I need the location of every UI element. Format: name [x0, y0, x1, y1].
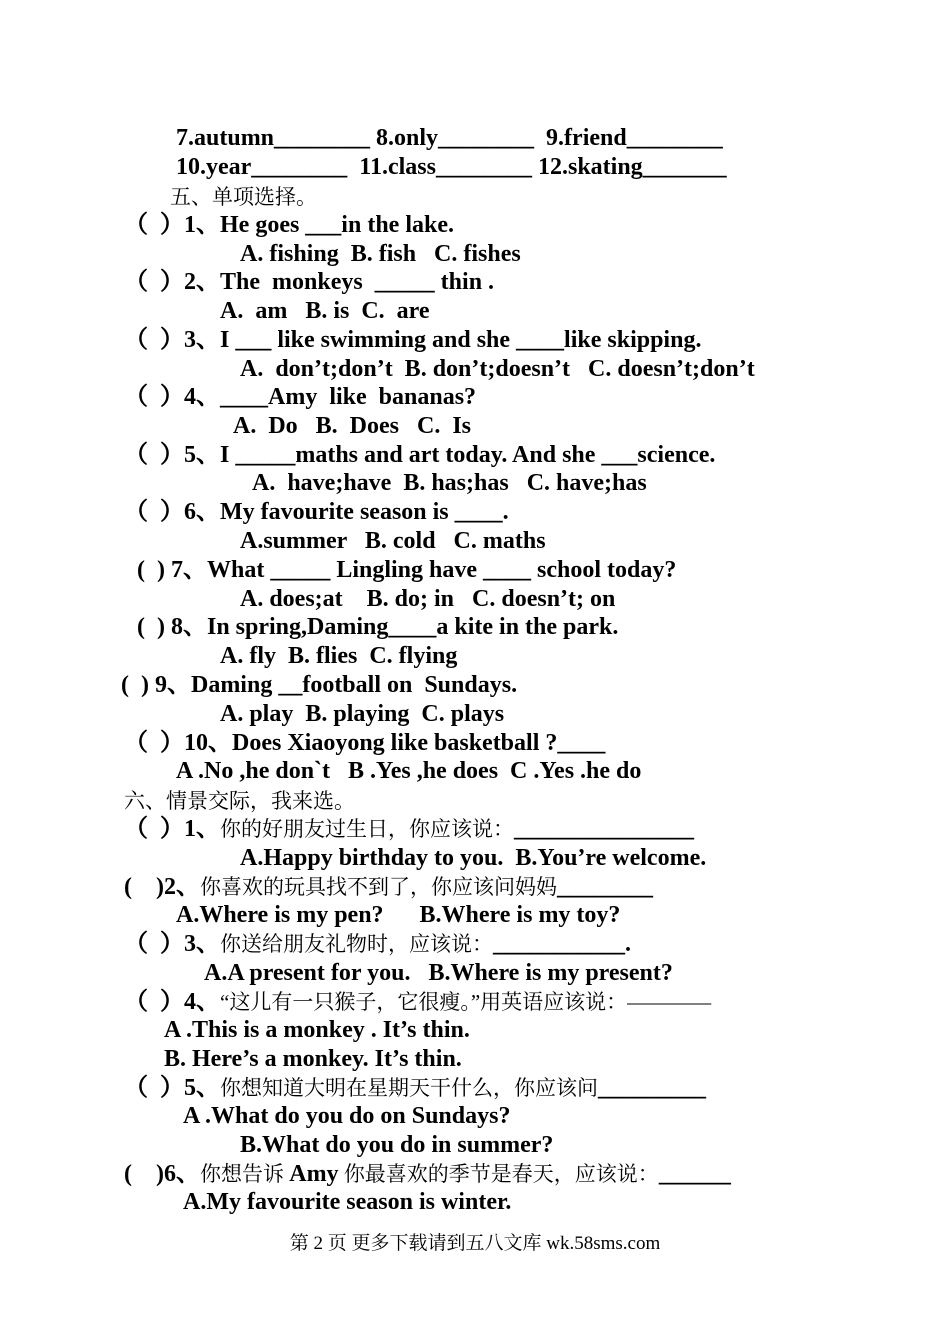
question-6-3-options: A.A present for you. B.Where is my present?: [204, 960, 673, 986]
question-6-4-option-a: A .This is a monkey . It’s thin.: [164, 1017, 470, 1043]
question-6-1-number: （ ）1、: [124, 816, 220, 842]
question-6-6-prompt-start: 你想告诉: [199, 1162, 290, 1186]
question-6-1-blank: _______________: [514, 816, 694, 842]
section-6-title: 六、情景交际，我来选。: [124, 789, 355, 813]
question-6-2-blank: ________: [556, 874, 653, 900]
question-5-7: ( ) 7、What _____ Lingling have ____ school today?: [137, 557, 677, 583]
question-5-2-options: A. am B. is C. are: [220, 298, 430, 324]
page-footer: 第 2 页 更多下载请到五八文库 wk.58sms.com: [289, 1233, 661, 1254]
question-5-6-options: A.summer B. cold C. maths: [240, 528, 546, 554]
vocab-row-2: 10.year________ 11.class________ 12.skating_______: [176, 154, 727, 180]
question-6-5-option-b: B.What do you do in summer?: [240, 1132, 554, 1158]
question-5-1: （ ）1、He goes ___in the lake.: [124, 212, 454, 238]
question-6-1: [124, 815, 694, 843]
question-5-10-options: A .No ,he don`t B .Yes ,he does C .Yes .he do: [176, 758, 642, 784]
question-6-5-number: （ ）5、: [124, 1075, 220, 1101]
question-6-6: [124, 1160, 731, 1188]
question-6-6-number: ( )6、: [124, 1161, 200, 1187]
question-6-5-prompt: 你想知道大明在星期天干什么，你应该问: [220, 1076, 598, 1100]
question-6-2-prompt: 你喜欢的玩具找不到了，你应该问妈妈: [199, 875, 557, 899]
question-6-1-prompt: 你的好朋友过生日，你应该说：: [220, 817, 514, 841]
question-6-5: [124, 1074, 706, 1102]
question-6-4-prompt: “这儿有一只猴子，它很瘦。”用英语应该说：————: [220, 990, 712, 1014]
question-6-3-blank: ___________.: [493, 931, 631, 957]
question-5-9: ( ) 9、Daming __football on Sundays.: [121, 672, 518, 698]
question-5-6: （ ）6、My favourite season is ____.: [124, 499, 509, 525]
question-5-8-options: A. fly B. flies C. flying: [220, 643, 458, 669]
question-6-6-prompt-end: 你最喜欢的季节是春天，应该说：: [338, 1162, 659, 1186]
question-6-2-number: ( )2、: [124, 874, 200, 900]
question-5-5-options: A. have;have B. has;has C. have;has: [252, 470, 647, 496]
question-5-9-options: A. play B. playing C. plays: [220, 701, 505, 727]
question-6-4-option-b: B. Here’s a monkey. It’s thin.: [164, 1046, 462, 1072]
question-5-7-options: A. does;at B. do; in C. doesn’t; on: [240, 586, 616, 612]
question-5-3: （ ）3、I ___ like swimming and she ____like skipping.: [124, 327, 702, 353]
question-5-4-options: A. Do B. Does C. Is: [233, 413, 472, 439]
question-6-3-prompt: 你送给朋友礼物时，应该说：: [220, 932, 493, 956]
question-6-6-option-a: A.My favourite season is winter.: [183, 1189, 512, 1215]
question-6-1-options: A.Happy birthday to you. B.You’re welcome.: [240, 845, 707, 871]
vocab-row-1: 7.autumn________ 8.only________ 9.friend________: [176, 125, 723, 151]
question-6-5-blank: _________: [598, 1075, 706, 1101]
question-6-3-number: （ ）3、: [124, 931, 220, 957]
question-6-3: [124, 930, 631, 958]
question-5-10: （ ）10、Does Xiaoyong like basketball ?____: [124, 730, 606, 756]
question-6-5-option-a: A .What do you do on Sundays?: [183, 1103, 511, 1129]
question-6-6-blank: ______: [658, 1161, 731, 1187]
question-6-4-number: （ ）4、: [124, 989, 220, 1015]
question-5-4: （ ）4、____Amy like bananas?: [124, 384, 477, 410]
question-6-2-options: A.Where is my pen? B.Where is my toy?: [176, 902, 621, 928]
question-5-1-options: A. fishing B. fish C. fishes: [240, 241, 521, 267]
question-6-2: [124, 873, 653, 901]
question-6-4: [124, 988, 711, 1016]
question-5-2: （ ）2、The monkeys _____ thin .: [124, 269, 495, 295]
question-6-6-name: Amy: [289, 1161, 339, 1187]
question-5-8: ( ) 8、In spring,Daming____a kite in the park.: [137, 614, 619, 640]
question-5-3-options: A. don’t;don’t B. don’t;doesn’t C. doesn’t;don’t: [240, 356, 755, 382]
section-5-title: 五、单项选择。: [170, 185, 317, 209]
question-5-5: （ ）5、I _____maths and art today. And she ___science.: [124, 442, 716, 468]
